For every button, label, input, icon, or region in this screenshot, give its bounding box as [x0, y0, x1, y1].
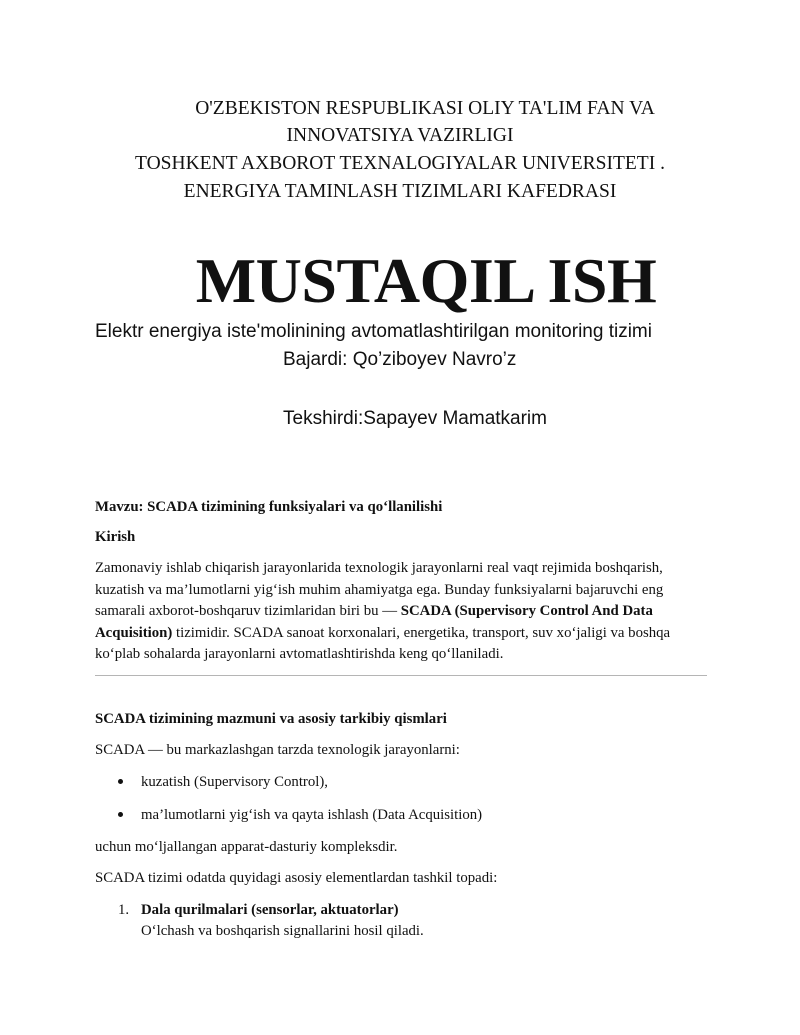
- intro-heading: Kirish: [95, 529, 136, 545]
- scada-term-end: Acquisition): [95, 625, 173, 641]
- numbered-item-title: Dala qurilmalari (sensorlar, aktuatorlar): [141, 902, 399, 918]
- bullet-icon: [118, 812, 123, 817]
- section-text: uchun mo‘ljallangan apparat-dasturiy kompleksdir.: [95, 839, 398, 855]
- section-lead: SCADA — bu markazlashgan tarzda texnologik jarayonlarni:: [95, 742, 460, 758]
- department-line: ENERGIYA TAMINLASH TIZIMLARI KAFEDRASI: [183, 181, 617, 202]
- intro-paragraph-line: [95, 600, 653, 622]
- performer-line: Bajardi: Qo’ziboyev Navro’z: [283, 349, 517, 370]
- numbered-item-desc: O‘lchash va boshqarish signallarini hosil qiladi.: [141, 923, 424, 939]
- section-heading: SCADA tizimining mazmuni va asosiy tarkibiy qismlari: [95, 711, 447, 727]
- document-title: MUSTAQIL ISH: [195, 245, 657, 316]
- list-number: 1.: [118, 902, 130, 918]
- checker-line: Tekshirdi:Sapayev Mamatkarim: [283, 408, 547, 429]
- intro-paragraph-line: Zamonaviy ishlab chiqarish jarayonlarida texnologik jarayonlarni real vaqt rejimida boshqarish,: [95, 560, 663, 576]
- list-item: kuzatish (Supervisory Control),: [141, 774, 328, 790]
- intro-text: tizimidir. SCADA sanoat korxonalari, energetika, transport, suv xo‘jaligi va boshqa: [172, 625, 671, 641]
- ministry-line-1: O'ZBEKISTON RESPUBLIKASI OLIY TA'LIM FAN VA: [195, 98, 655, 119]
- scada-term: SCADA (Supervisory Control And Data: [400, 603, 653, 619]
- university-line: TOSHKENT AXBOROT TEXNALOGIYALAR UNIVERSITETI .: [135, 153, 665, 174]
- intro-text: samarali axborot-boshqaruv tizimlaridan biri bu —: [95, 603, 401, 619]
- intro-paragraph-line: kuzatish va ma’lumotlarni yig‘ish muhim ahamiyatga ega. Bunday funksiyalarni bajaruvchi eng: [95, 582, 664, 598]
- intro-paragraph-line: [95, 622, 670, 644]
- section-divider: [95, 675, 707, 676]
- ministry-line-2: INNOVATSIYA VAZIRLIGI: [286, 125, 514, 146]
- intro-paragraph-line: ko‘plab sohalarda jarayonlarni avtomatlashtirishda keng qo‘llaniladi.: [95, 646, 504, 662]
- work-subject: Elektr energiya iste'molinining avtomatlashtirilgan monitoring tizimi: [95, 321, 652, 342]
- section-text: SCADA tizimi odatda quyidagi asosiy elementlardan tashkil topadi:: [95, 870, 498, 886]
- list-item: ma’lumotlarni yig‘ish va qayta ishlash (Data Acquisition): [141, 807, 483, 823]
- bullet-icon: [118, 779, 123, 784]
- topic-heading: Mavzu: SCADA tizimining funksiyalari va qo‘llanilishi: [95, 499, 443, 515]
